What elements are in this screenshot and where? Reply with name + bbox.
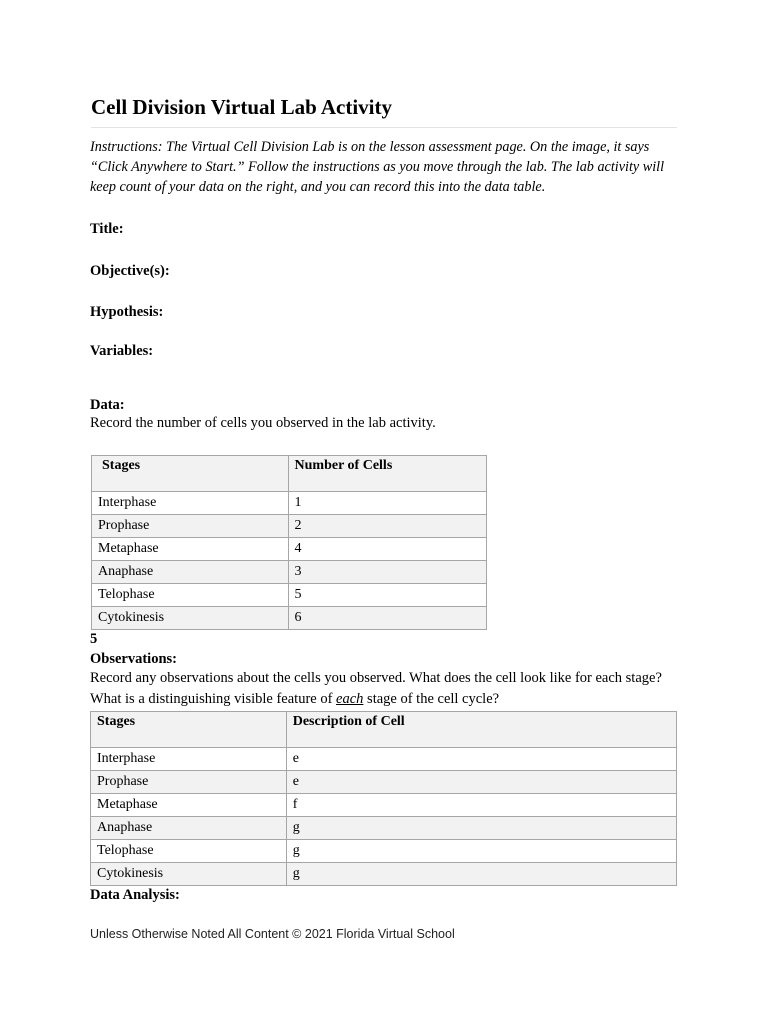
- table-header-row: [92, 456, 487, 492]
- instructions-paragraph: Instructions: The Virtual Cell Division Lab is on the lesson assessment page. On the image, it says “Click Anywhere to Start.” Follow the instructions as you move through the lab. The lab activity will keep count of your data on the right, and you can record this into the data table.: [90, 139, 665, 195]
- table-row: [92, 538, 487, 561]
- table-row: [91, 771, 677, 794]
- hypothesis-label: Hypothesis:: [90, 304, 164, 320]
- table-row: [92, 515, 487, 538]
- table-row: [91, 748, 677, 771]
- table-row: [92, 607, 487, 630]
- table-row: [91, 863, 677, 886]
- stage-cell: Telophase: [91, 840, 287, 863]
- table-row: [91, 840, 677, 863]
- count-cell: 1: [288, 492, 486, 515]
- header-cell: Description of Cell: [286, 712, 676, 748]
- objectives-label: Objective(s):: [90, 263, 170, 279]
- table-row: [92, 492, 487, 515]
- description-cell: e: [286, 771, 676, 794]
- table-row: [91, 794, 677, 817]
- table-row: [92, 584, 487, 607]
- data-analysis-label: Data Analysis:: [90, 887, 180, 903]
- table-row: [92, 561, 487, 584]
- page-title: Cell Division Virtual Lab Activity: [91, 92, 677, 128]
- header-cell: Stages: [92, 456, 289, 492]
- data-table: [91, 455, 487, 630]
- header-cell: Number of Cells: [288, 456, 486, 492]
- count-cell: 4: [288, 538, 486, 561]
- count-cell: 5: [288, 584, 486, 607]
- observations-label: Observations:: [90, 651, 177, 667]
- description-cell: g: [286, 863, 676, 886]
- description-cell: f: [286, 794, 676, 817]
- footer-copyright: Unless Otherwise Noted All Content © 2021 Florida Virtual School: [90, 927, 455, 941]
- observations-instruction: Record any observations about the cells you observed. What does the cell look like for each stage? What is a distinguishing visible feature of each stage of the cell cycle?: [90, 670, 662, 707]
- data-instruction: Record the number of cells you observed in the lab activity.: [90, 415, 436, 431]
- observations-table: [90, 711, 677, 886]
- stage-cell: Interphase: [91, 748, 287, 771]
- stray-number: 5: [90, 631, 98, 647]
- header-cell: Stages: [91, 712, 287, 748]
- count-cell: 3: [288, 561, 486, 584]
- stage-cell: Interphase: [92, 492, 289, 515]
- stage-cell: Cytokinesis: [91, 863, 287, 886]
- count-cell: 2: [288, 515, 486, 538]
- description-cell: g: [286, 840, 676, 863]
- stage-cell: Prophase: [92, 515, 289, 538]
- stage-cell: Anaphase: [92, 561, 289, 584]
- stage-cell: Metaphase: [91, 794, 287, 817]
- title-label: Title:: [90, 221, 124, 237]
- data-label: Data:: [90, 397, 125, 413]
- stage-cell: Anaphase: [91, 817, 287, 840]
- each-emphasis: each: [336, 691, 364, 707]
- stage-cell: Prophase: [91, 771, 287, 794]
- variables-label: Variables:: [90, 343, 154, 359]
- stage-cell: Cytokinesis: [92, 607, 289, 630]
- count-cell: 6: [288, 607, 486, 630]
- stage-cell: Metaphase: [92, 538, 289, 561]
- table-row: [91, 817, 677, 840]
- table-header-row: [91, 712, 677, 748]
- stage-cell: Telophase: [92, 584, 289, 607]
- description-cell: g: [286, 817, 676, 840]
- description-cell: e: [286, 748, 676, 771]
